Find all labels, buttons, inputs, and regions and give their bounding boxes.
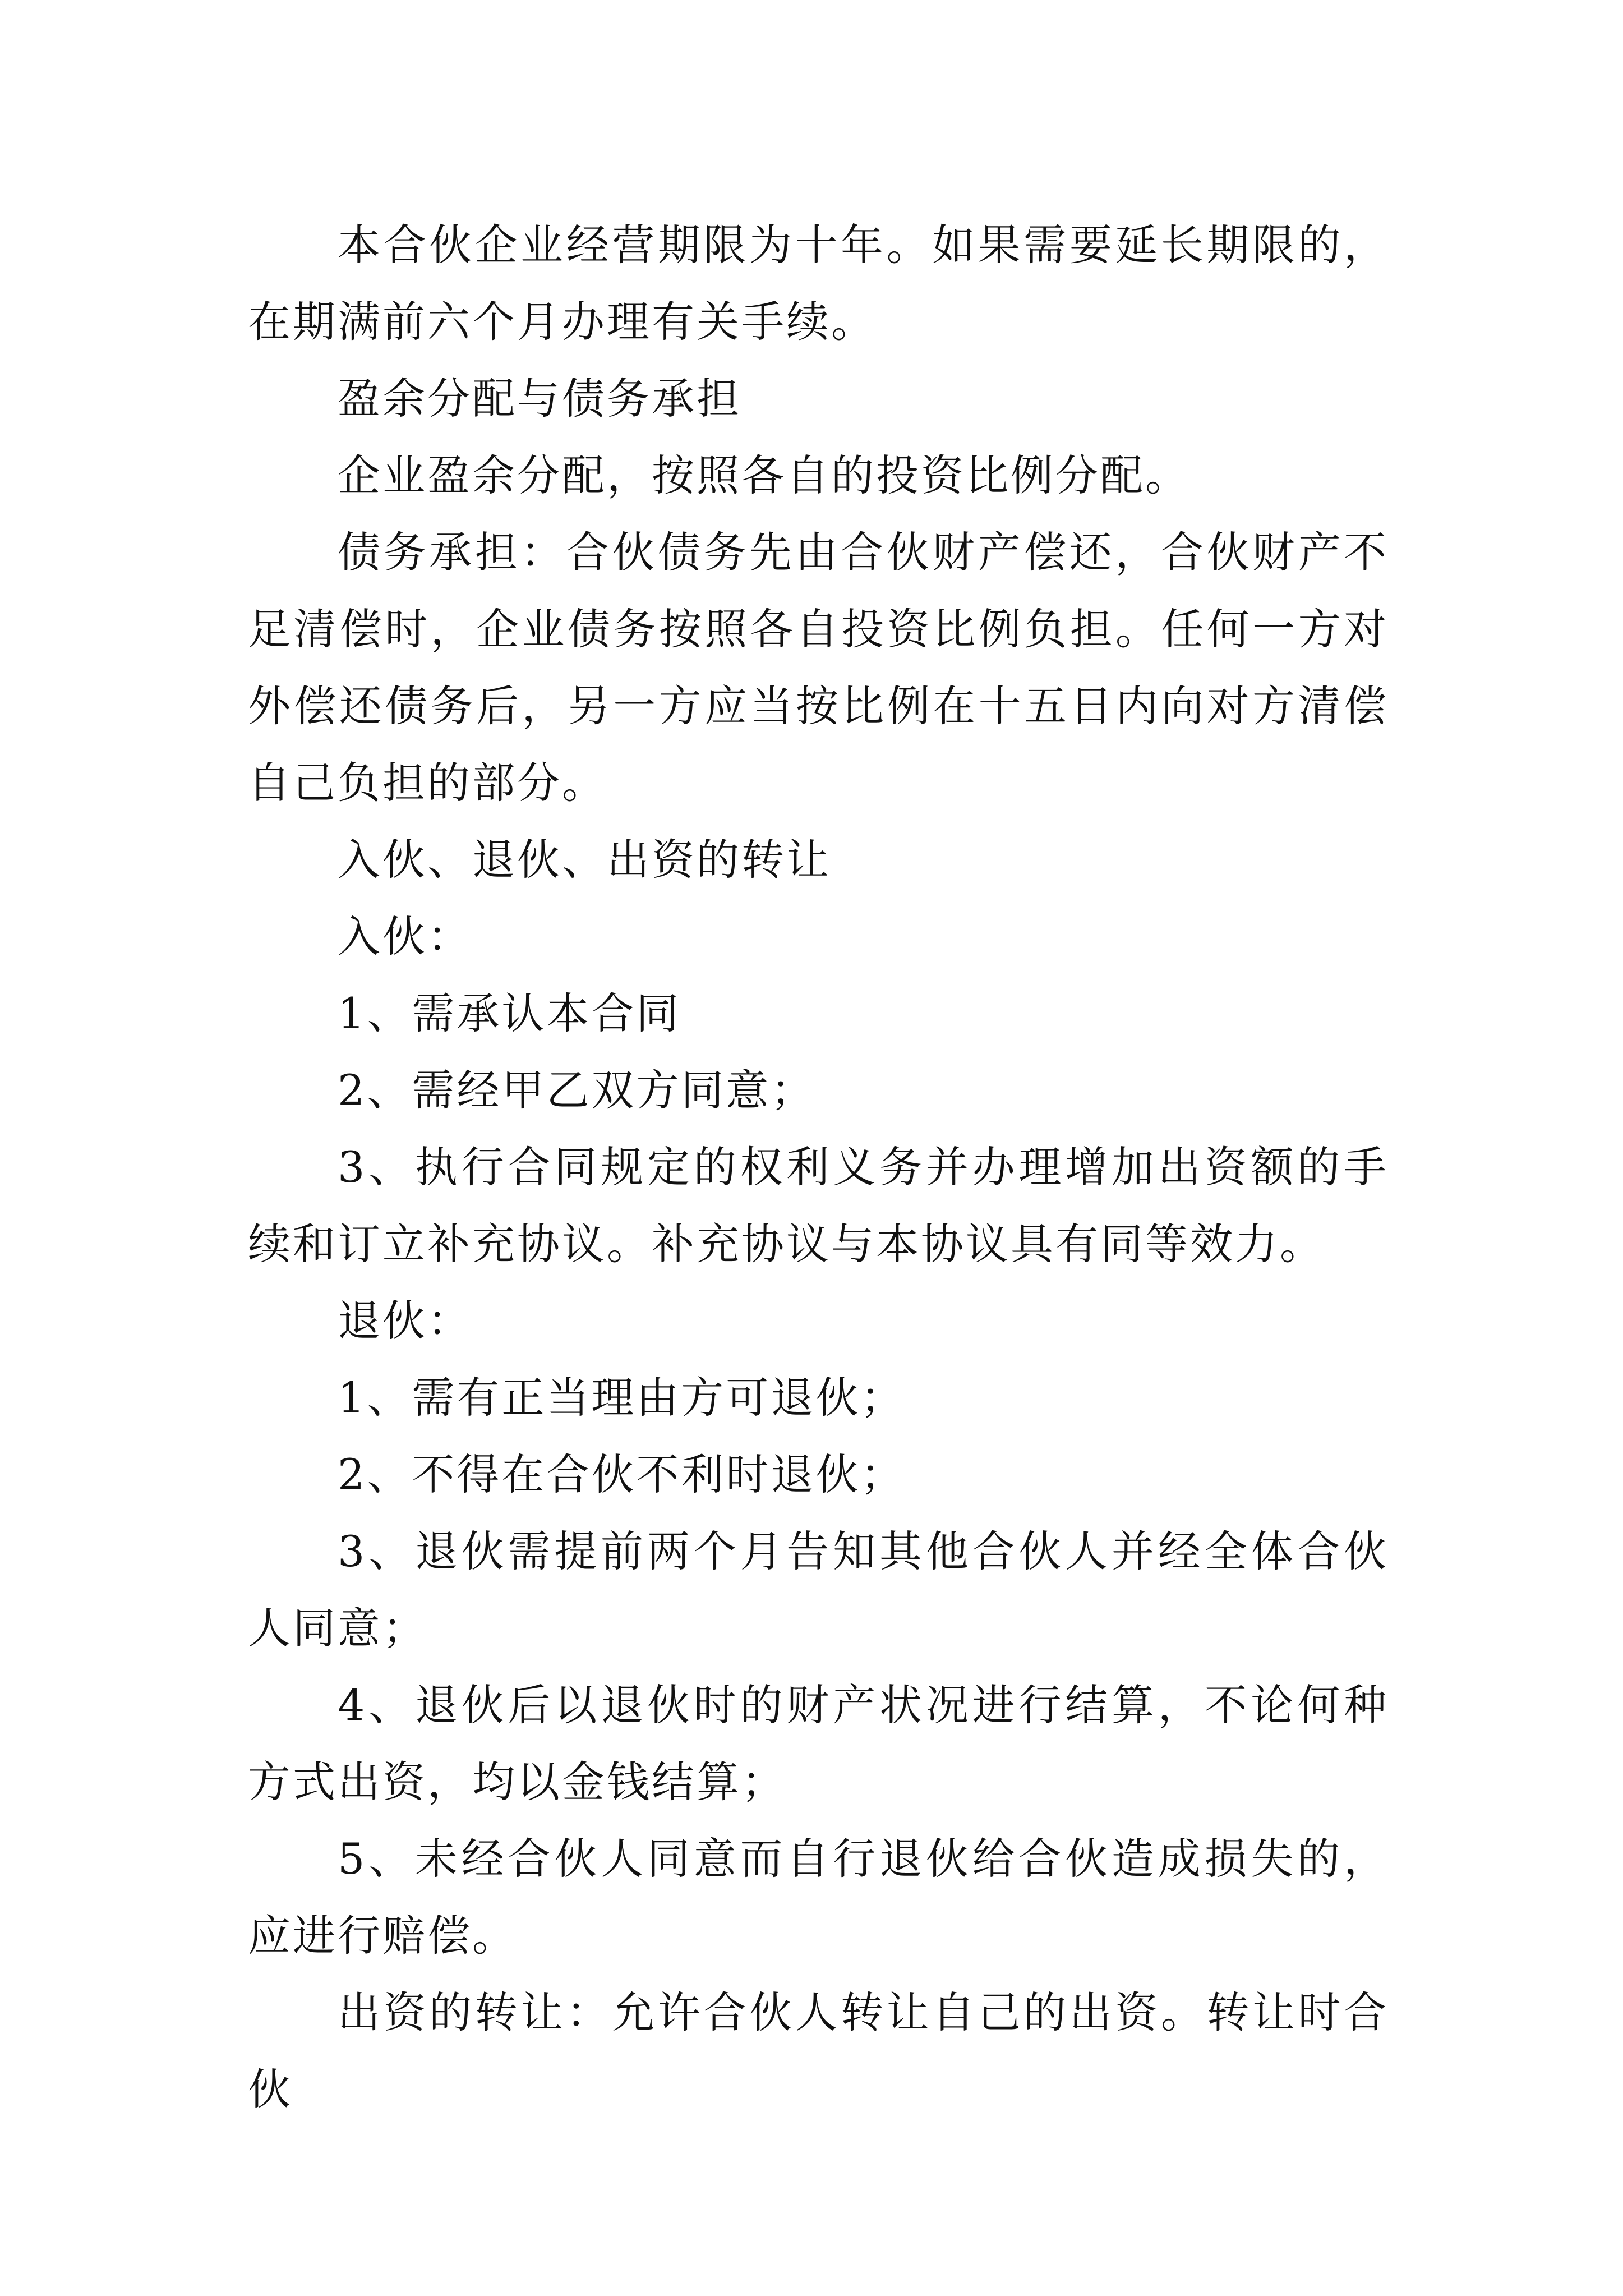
document-body <box>248 206 1389 2128</box>
subheading-withdrawal: 退伙： <box>338 1296 472 1346</box>
list-item-withdrawal-5: 5、未经合伙人同意而自行退伙给合伙造成损失的，应进行赔偿。 <box>248 1834 1389 1961</box>
list-item-withdrawal-3: 3、退伙需提前两个月告知其他合伙人并经全体合伙人同意； <box>248 1526 1389 1653</box>
list-item-withdrawal-1: 1、需有正当理由方可退伙； <box>338 1373 906 1423</box>
paragraph-term: 本合伙企业经营期限为十年。如果需要延长期限的，在期满前六个月办理有关手续。 <box>248 220 1389 347</box>
paragraph-capital-transfer: 出资的转让：允许合伙人转让自己的出资。转让时合伙 <box>248 1987 1389 2114</box>
list-item-joining-3: 3、执行合同规定的权利义务并办理增加出资额的手续和订立补充协议。补充协议与本协议具有同等效力。 <box>248 1142 1389 1269</box>
list-item-joining-2: 2、需经甲乙双方同意； <box>338 1065 816 1115</box>
list-item-withdrawal-2: 2、不得在合伙不利时退伙； <box>338 1450 906 1499</box>
paragraph-profit-distribution: 企业盈余分配，按照各自的投资比例分配。 <box>338 450 1190 500</box>
paragraph-debt-bearing: 债务承担：合伙债务先由合伙财产偿还，合伙财产不足清偿时，企业债务按照各自投资比例负担。任何一方对外偿还债务后，另一方应当按比例在十五日内向对方清偿自己负担的部分。 <box>248 527 1389 808</box>
list-item-withdrawal-4: 4、退伙后以退伙时的财产状况进行结算，不论何种方式出资，均以金钱结算； <box>248 1680 1389 1807</box>
section-heading-join-exit-transfer: 入伙、退伙、出资的转让 <box>338 835 831 885</box>
list-item-joining-1: 1、需承认本合同 <box>338 988 681 1038</box>
section-heading-profit-debt: 盈余分配与债务承担 <box>338 374 741 424</box>
subheading-joining: 入伙： <box>338 912 472 961</box>
